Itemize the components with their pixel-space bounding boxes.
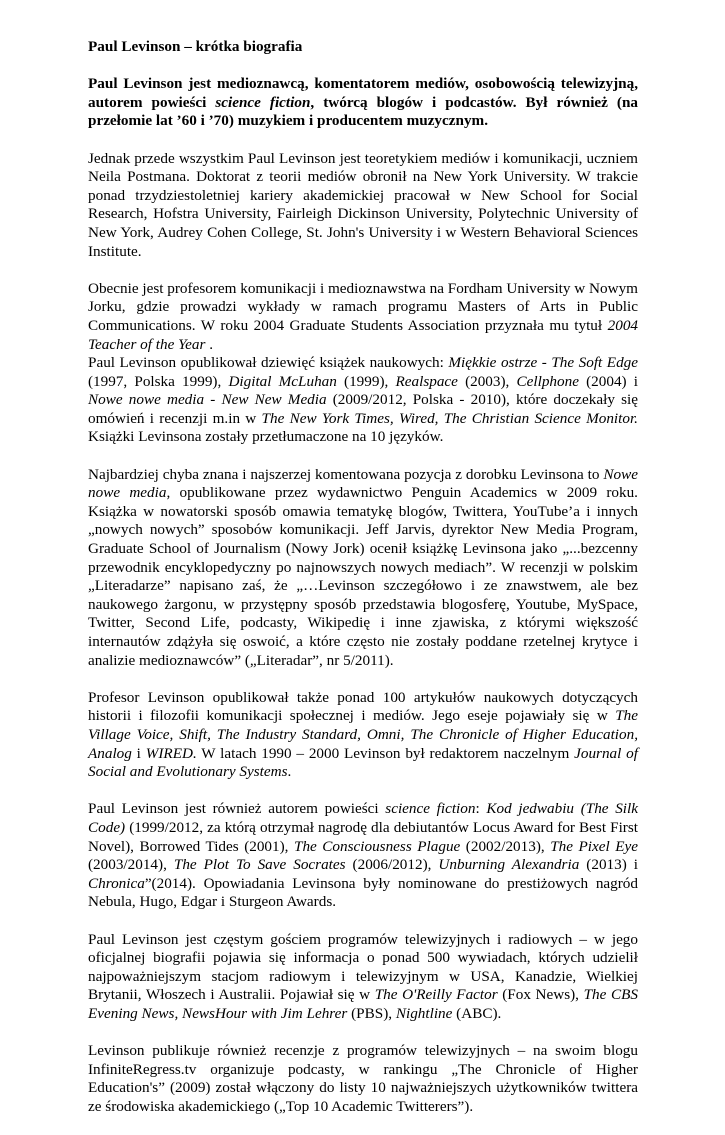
document-page (88, 38, 638, 1135)
paragraph-articles: Profesor Levinson opublikował także ponad 100 artykułów naukowych dotyczących historii i filozofii komunikacji społecznej i mediów. Jego eseje pojawiały się w The Village Voice, Shift, The Industry Standard, Omni, The Chronicle of Higher Education, Analog i WIRED. W latach 1990 – 2000 Levinson był redaktorem naczelnym Journal of Social and Evolutionary Systems. (88, 688, 638, 781)
lead-paragraph: Paul Levinson jest medioznawcą, komentatorem mediów, osobowością telewizyjną, autorem powieści science fiction, twórcą blogów i podcastów. Był również (na przełomie lat ’60 i ’70) muzykiem i producentem muzycznym. (88, 75, 638, 130)
paragraph-fiction: Paul Levinson jest również autorem powieści science fiction: Kod jedwabiu (The Silk Code) (1999/2012, za którą otrzymał nagrodę dla debiutantów Locus Award for Best First Novel), Borrowed Tides (2001), The Consciousness Plague (2002/2013), The Pixel Eye (2003/2014), The Plot To Save Socrates (2006/2012), Unburning Alexandria (2013) i Chronica”(2014). Opowiadania Levinsona były nominowane do prestiżowych nagród Nebula, Hugo, Edgar i Sturgeon Awards. (88, 800, 638, 911)
paragraph-new-new-media: Najbardziej chyba znana i najszerzej komentowana pozycja z dorobku Levinsona to Nowe nowe media, opublikowane przez wydawnictwo Penguin Academics w 2009 roku. Książka w nowatorski sposób omawia tematykę blogów, Twittera, YouTube’a i innych „nowych nowych” sposobów komunikacji. Jeff Jarvis, dyrektor New Media Program, Graduate School of Journalism (Nowy Jork) ocenił książkę Levinsona jako „...bezcenny przewodnik encyklopedyczny po najnowszych nowych mediach”. W recenzji w polskim „Literadarze” napisano zaś, że „…Levinson szczegółowo i ze znawstwem, ale bez naukowego żargonu, w przystępny sposób przedstawia blogosferę, Youtube, MySpace, Twitter, Second Life, podcasty, Wikipedię i inne zjawiska, z którymi większość internautów zdążyła się oswoić, a które często nie zostały poddane rzetelnej krytyce i analizie medioznawców” („Literadar”, nr 5/2011). (88, 465, 638, 669)
document-title: Paul Levinson – krótka biografia (88, 38, 303, 55)
paragraph-academic-career: Jednak przede wszystkim Paul Levinson jest teoretykiem mediów i komunikacji, uczniem Neila Postmana. Doktorat z teorii mediów obronił na New York University. W trakcie ponad trzydziestoletniej kariery akademickiej pracował w New School for Social Research, Hofstra University, Fairleigh Dickinson University, Polytechnic University of New York, Audrey Cohen College, St. John's University i w Western Behavioral Sciences Institute. (88, 149, 638, 260)
paragraph-books: Paul Levinson opublikował dziewięć książek naukowych: Miękkie ostrze - The Soft Edge (1997, Polska 1999), Digital McLuhan (1999), Realspace (2003), Cellphone (2004) i Nowe nowe media - New New Media (2009/2012, Polska - 2010), które doczekały się omówień i recenzji m.in w The New York Times, Wired, The Christian Science Monitor. Książki Levinsona zostały przetłumaczone na 10 języków. (88, 354, 638, 446)
paragraph-blog-podcasts: Levinson publikuje również recenzje z programów telewizyjnych – na swoim blogu InfiniteRegress.tv organizuje podcasty, w rankingu „The Chronicle of Higher Education's” (2009) został włączony do listy 10 najważniejszych użytkowników twittera ze środowiska akademickiego („Top 10 Academic Twitterers”). (88, 1042, 638, 1115)
paragraph-media-appearances: Paul Levinson jest częstym gościem programów telewizyjnych i radiowych – w jego oficjalnej biografii pojawia się informacja o ponad 500 wywiadach, których udzielił najpoważniejszym stacjom radiowym i telewizyjnym w USA, Kanadzie, Wielkiej Brytanii, Włoszech i Australii. Pojawiał się w The O'Reilly Factor (Fox News), The CBS Evening News, NewsHour with Jim Lehrer (PBS), Nightline (ABC). (88, 930, 638, 1022)
paragraph-current-position: Obecnie jest profesorem komunikacji i medioznawstwa na Fordham University w Nowym Jorku, gdzie prowadzi wykłady w ramach programu Masters of Arts in Public Communications. W roku 2004 Graduate Students Association przyznała mu tytuł 2004 Teacher of the Year . (88, 279, 638, 353)
